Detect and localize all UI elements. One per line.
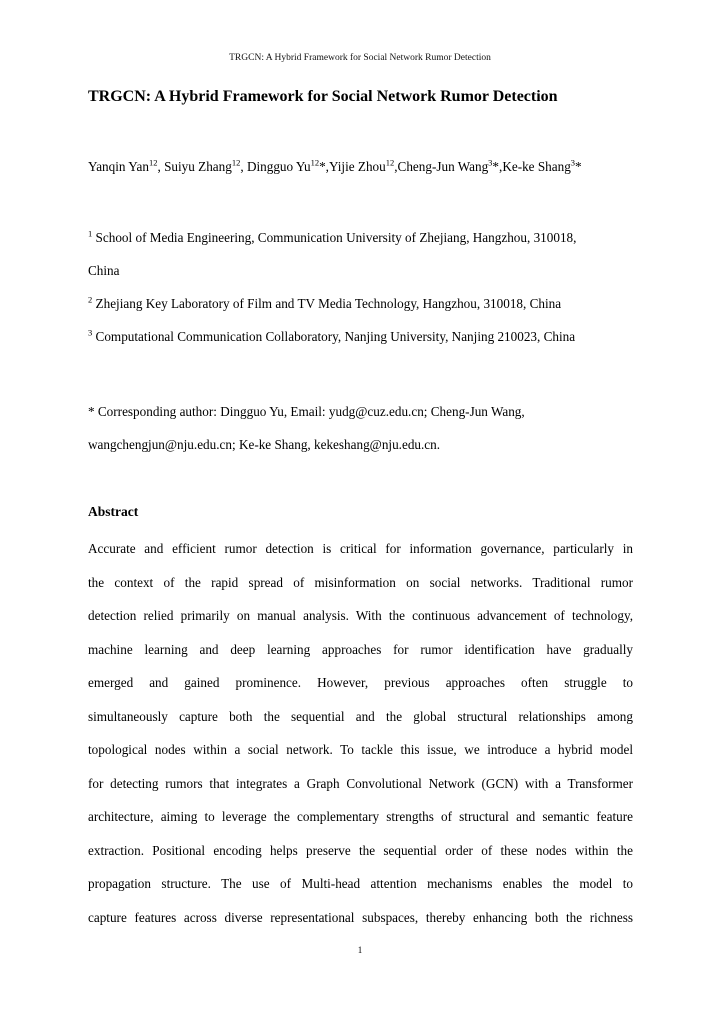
abstract-line: extraction. Positional encoding helps preserve the sequential order of these nodes within the <box>88 842 633 858</box>
author-affiliation-mark: 12 <box>148 157 158 168</box>
abstract-line: capture features across diverse representational subspaces, thereby enhancing both the richness <box>88 909 633 925</box>
affiliation-number: 1 <box>88 228 93 239</box>
abstract-line: machine learning and deep learning approaches for rumor identification have gradually <box>88 641 633 657</box>
author-affiliation-mark: 12 <box>231 157 241 168</box>
abstract-line: emerged and gained prominence. However, previous approaches often struggle to <box>88 675 633 690</box>
author-name: Ke-ke Shang <box>502 159 571 174</box>
abstract-line: for detecting rumors that integrates a Graph Convolutional Network (GCN) with a Transformer <box>88 775 633 791</box>
author-affiliation-mark: 3 <box>570 157 576 168</box>
affiliation-number: 3 <box>88 327 93 338</box>
abstract-line: architecture, aiming to leverage the complementary strengths of structural and semantic feature <box>88 809 633 824</box>
author-affiliation-mark: 3 <box>488 157 493 168</box>
author-separator: * <box>575 159 582 174</box>
abstract-heading: Abstract <box>88 504 139 519</box>
author-separator: , <box>394 159 398 174</box>
affiliation-number: 2 <box>88 294 93 305</box>
abstract-line: topological nodes within a social network. To tackle this issue, we introduce a hybrid model <box>88 742 633 757</box>
corresponding-line: wangchengjun@nju.edu.cn; Ke-ke Shang, kekeshang@nju.edu.cn. <box>88 437 441 452</box>
running-header: TRGCN: A Hybrid Framework for Social Network Rumor Detection <box>229 53 491 63</box>
affiliation-2 <box>88 287 648 320</box>
author-separator: , <box>157 159 165 174</box>
abstract-line: the context of the rapid spread of misinformation on social networks. Traditional rumor <box>88 574 633 590</box>
affiliation-text: School of Media Engineering, Communication University of Zhejiang, Hangzhou, 310018, <box>95 230 577 245</box>
author-name: Suiyu Zhang <box>164 159 232 174</box>
affiliation-text: Zhejiang Key Laboratory of Film and TV Media Technology, Hangzhou, 310018, China <box>95 296 562 311</box>
author-affiliation-mark: 12 <box>310 157 320 168</box>
corresponding-line: * Corresponding author: Dingguo Yu, Email: yudg@cuz.edu.cn; Cheng-Jun Wang, <box>88 404 525 419</box>
abstract-line: propagation structure. The use of Multi-head attention mechanisms enables the model to <box>88 876 633 891</box>
author-separator: *, <box>492 159 503 174</box>
author-name: Yijie Zhou <box>328 159 386 174</box>
abstract-line: Accurate and efficient rumor detection is critical for information governance, particularly in <box>88 541 633 556</box>
author-name: Yanqin Yan <box>88 159 149 174</box>
author-name: Dingguo Yu <box>246 159 311 174</box>
abstract-body <box>88 532 633 934</box>
author-affiliation-mark: 12 <box>385 157 395 168</box>
affiliation-text: Computational Communication Collaboratory, Nanjing University, Nanjing 210023, China <box>95 329 576 344</box>
author-list <box>88 158 648 175</box>
abstract-line: detection relied primarily on manual analysis. With the continuous advancement of technology, <box>88 608 633 623</box>
affiliation-3 <box>88 320 648 353</box>
author-separator: *, <box>319 159 329 174</box>
abstract-line: simultaneously capture both the sequential and the global structural relationships among <box>88 708 633 724</box>
paper-title: TRGCN: A Hybrid Framework for Social Network Rumor Detection <box>88 88 558 105</box>
page-number: 1 <box>357 945 363 955</box>
author-separator: , <box>240 159 247 174</box>
affiliation-text-continued: China <box>88 263 120 278</box>
corresponding-author-note <box>88 395 648 461</box>
affiliation-1 <box>88 221 648 287</box>
author-name: Cheng-Jun Wang <box>397 159 489 174</box>
